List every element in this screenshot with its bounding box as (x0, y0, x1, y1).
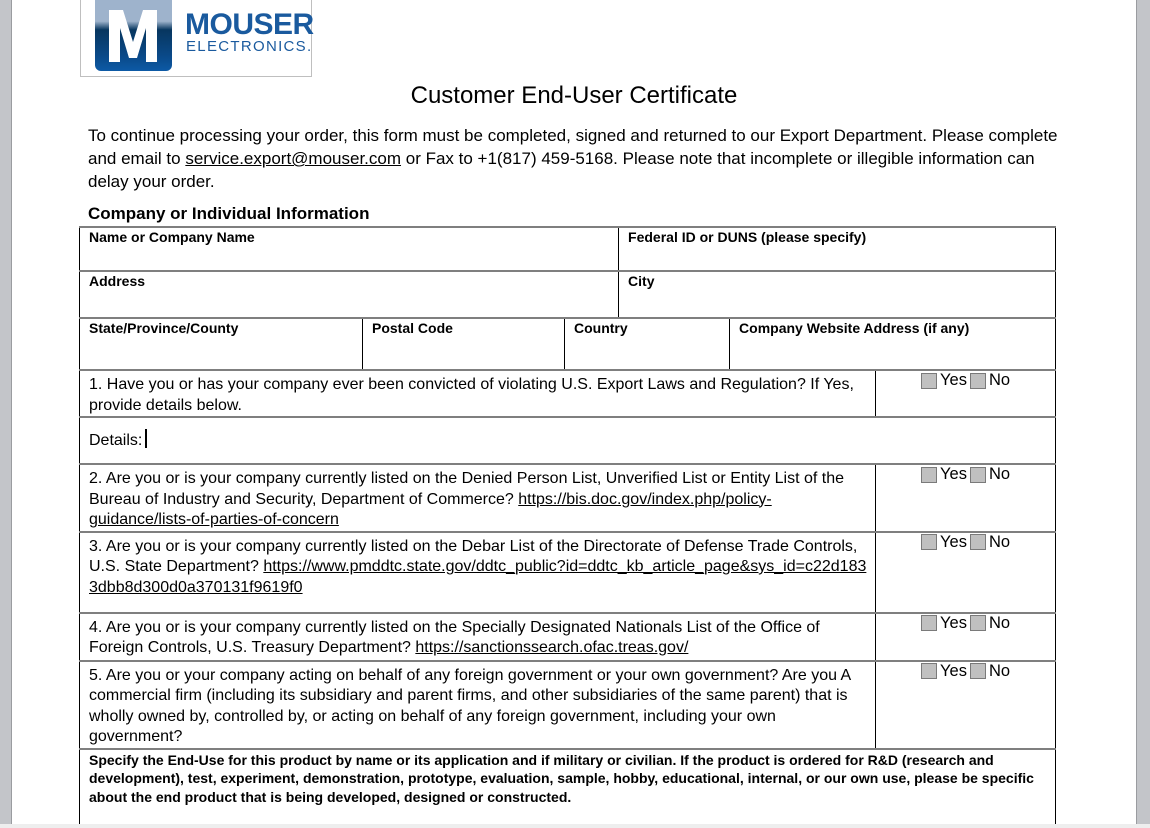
yes-label: Yes (940, 532, 967, 551)
city-label: City (628, 273, 655, 289)
q1-no-checkbox[interactable] (970, 373, 986, 389)
q3-yes-checkbox[interactable] (921, 534, 937, 550)
no-label: No (988, 371, 1011, 389)
question-row (80, 464, 1056, 532)
document-page (11, 0, 1137, 824)
answer-cell (876, 464, 1056, 532)
yes-label: Yes (940, 661, 967, 680)
document-title: Customer End-User Certificate (410, 82, 738, 109)
question-cell (80, 532, 876, 613)
state-label: State/Province/County (89, 320, 239, 336)
name-field[interactable] (80, 227, 619, 271)
question-cell (80, 661, 876, 749)
end-use-label: Specify the End-Use for this product by name or its application and if military or civilian. If the product is ordered for R&D (research and development), test, experiment, demonstration, prototype, evaluation, sample, hobby, educational, internal, or our own use, please be specific about the end product that is being developed, designed or constructed. (89, 751, 1034, 805)
no-label: No (988, 465, 1011, 483)
q4-no-checkbox[interactable] (970, 615, 986, 631)
mouser-m-mark-icon (95, 0, 172, 71)
bis-link[interactable]: https://bis.doc.gov/index.php/policy-guidance/lists-of-parties-of-concern (89, 490, 772, 528)
country-label: Country (574, 320, 628, 336)
state-field[interactable] (80, 318, 363, 370)
q5-no-checkbox[interactable] (970, 663, 986, 679)
export-email-link[interactable]: service.export@mouser.com (185, 149, 402, 168)
q1-yes-checkbox[interactable] (921, 373, 937, 389)
answer-cell (876, 613, 1056, 661)
logo-brand-text: MOUSER (185, 8, 314, 41)
question-1-text: 1. Have you or has your company ever been convicted of violating U.S. Export Laws and Regulation? If Yes, provide details below. (89, 376, 854, 414)
details-field[interactable] (80, 417, 1056, 464)
logo-subtitle-text: ELECTRONICS. (186, 38, 313, 55)
country-field[interactable] (565, 318, 730, 370)
question-row (80, 661, 1056, 749)
question-cell (80, 370, 876, 417)
question-row (80, 370, 1056, 417)
website-label: Company Website Address (if any) (739, 320, 970, 336)
answer-cell (876, 532, 1056, 613)
q4-yes-checkbox[interactable] (921, 615, 937, 631)
website-field[interactable] (730, 318, 1056, 370)
details-label: Details: (89, 432, 143, 449)
name-label: Name or Company Name (89, 229, 255, 245)
federal-id-label: Federal ID or DUNS (please specify) (628, 229, 867, 245)
answer-cell (876, 661, 1056, 749)
no-label: No (988, 613, 1011, 632)
no-label: No (988, 532, 1011, 551)
postal-code-field[interactable] (363, 318, 565, 370)
company-info-table (79, 226, 1056, 824)
intro-text-2: or Fax to +1(817) 459-5168. Please note that incomplete or illegible information can delay your order. (88, 149, 1035, 191)
postal-code-label: Postal Code (372, 320, 453, 336)
question-row (80, 532, 1056, 613)
viewer-bottom-edge (0, 824, 1150, 828)
q3-no-checkbox[interactable] (970, 534, 986, 550)
question-4-text: 4. Are you or is your company currently listed on the Specially Designated Nationals List of the Office of Foreign Controls, U.S. Treasury Department? (89, 618, 820, 656)
yes-label: Yes (940, 465, 967, 483)
question-2-text: 2. Are you or is your company currently listed on the Denied Person List, Unverified List or Entity List of the Bureau of Industry and Security, Department of Commerce? (89, 470, 845, 508)
ofac-link[interactable]: https://sanctionssearch.ofac.treas.gov/ (415, 639, 689, 656)
q2-no-checkbox[interactable] (970, 467, 986, 483)
intro-text-1: To continue processing your order, this form must be completed, signed and returned to our Export Department. Please complete and email to (88, 126, 1058, 168)
end-use-field[interactable] (80, 749, 1056, 825)
city-field[interactable] (619, 271, 1056, 318)
federal-id-field[interactable] (619, 227, 1056, 271)
text-cursor (145, 429, 147, 448)
q2-yes-checkbox[interactable] (921, 467, 937, 483)
question-cell (80, 613, 876, 661)
yes-label: Yes (940, 371, 967, 389)
no-label: No (988, 661, 1011, 680)
mouser-logo (80, 0, 312, 77)
question-3-text: 3. Are you or is your company currently listed on the Debar List of the Directorate of Defense Trade Controls, U.S. State Department? (89, 537, 858, 575)
answer-cell (876, 370, 1056, 417)
question-5-text: 5. Are you or your company acting on behalf of any foreign government or your own government? Are you A commercial firm (including its subsidiary and parent firms, and other subsidiaries of the same parent) that is wholly owned by, controlled by, or acting on behalf of any foreign government, including your own government? (89, 666, 851, 745)
section-heading: Company or Individual Information (88, 204, 370, 223)
question-row (80, 613, 1056, 661)
address-label: Address (89, 273, 146, 289)
q5-yes-checkbox[interactable] (921, 663, 937, 679)
ddtc-link[interactable]: https://www.pmddtc.state.gov/ddtc_public?id=ddtc_kb_article_page&sys_id=c22d1833dbb8d300d0a370131f9619f0 (89, 558, 867, 596)
address-field[interactable] (80, 271, 619, 318)
intro-paragraph (88, 124, 1078, 193)
yes-label: Yes (940, 613, 967, 632)
question-cell (80, 464, 876, 532)
